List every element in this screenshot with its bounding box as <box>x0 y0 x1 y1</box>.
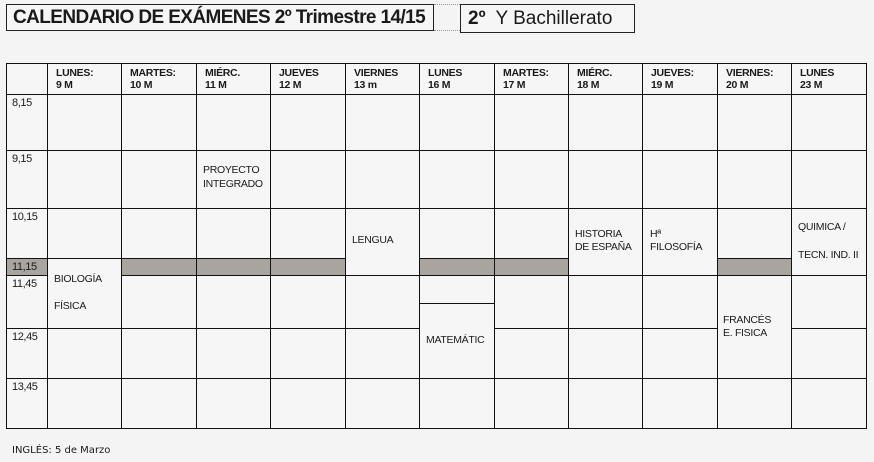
exam-historia-espana-2: DE ESPAÑA <box>575 241 632 253</box>
slot-cell <box>270 208 346 259</box>
exam-proyecto-integrado-2: INTEGRADO <box>203 178 263 190</box>
slot-cell <box>791 328 867 379</box>
break-cell <box>270 258 346 276</box>
group-number: 2º <box>468 8 486 29</box>
slot-cell <box>196 208 271 259</box>
slot-cell <box>642 275 718 329</box>
slot-cell <box>345 150 420 209</box>
day-name: MARTES: <box>503 67 549 79</box>
break-cell <box>494 258 569 276</box>
time-label: 9,15 <box>12 153 32 165</box>
slot-cell <box>791 150 867 209</box>
slot-cell <box>121 94 197 151</box>
exam-quimica: QUIMICA / <box>798 221 846 233</box>
day-name: JUEVES <box>279 67 319 79</box>
exam-proyecto-integrado: PROYECTO <box>203 164 260 176</box>
day-header-6 <box>494 63 569 95</box>
slot-cell <box>791 208 867 276</box>
day-name: VIERNES: <box>726 67 774 79</box>
slot-cell <box>494 94 569 151</box>
slot-cell <box>419 275 495 304</box>
slot-cell <box>47 378 122 429</box>
time-label: 12,45 <box>12 331 38 343</box>
slot-cell <box>345 378 420 429</box>
time-cell-5 <box>6 328 48 379</box>
time-label: 13,45 <box>12 381 38 393</box>
slot-cell <box>494 328 569 379</box>
day-header-0 <box>47 63 122 95</box>
day-header-9 <box>717 63 792 95</box>
slot-cell <box>270 378 346 429</box>
group-label <box>460 4 635 33</box>
page-title: CALENDARIO DE EXÁMENES 2º Trimestre 14/15 <box>6 4 434 31</box>
slot-cell <box>494 150 569 209</box>
slot-cell <box>494 378 569 429</box>
slot-cell <box>419 208 495 259</box>
day-name: MIÉRC. <box>577 67 612 79</box>
slot-cell <box>419 150 495 209</box>
slot-cell <box>494 208 569 259</box>
day-name: LUNES <box>428 67 463 79</box>
day-name: VIERNES <box>354 67 398 79</box>
day-name: LUNES: <box>56 67 94 79</box>
slot-cell <box>47 94 122 151</box>
slot-cell <box>717 378 792 429</box>
exam-historia-espana: HISTORIA <box>575 228 622 240</box>
slot-cell <box>345 328 420 379</box>
slot-cell <box>270 328 346 379</box>
slot-cell <box>568 328 643 379</box>
slot-cell <box>568 150 643 209</box>
day-header-10 <box>791 63 867 95</box>
day-date: 23 M <box>800 79 823 91</box>
day-header-1 <box>121 63 197 95</box>
break-cell <box>717 258 792 276</box>
slot-cell <box>717 94 792 151</box>
slot-cell <box>791 94 867 151</box>
day-date: 20 M <box>726 79 749 91</box>
slot-cell <box>196 94 271 151</box>
title-connector <box>434 4 460 31</box>
exam-lengua: LENGUA <box>352 234 394 246</box>
day-date: 12 M <box>279 79 302 91</box>
time-cell-2 <box>6 208 48 259</box>
day-name: LUNES <box>800 67 835 79</box>
time-label: 8,15 <box>12 97 32 109</box>
slot-cell <box>196 328 271 379</box>
corner-cell <box>6 63 48 95</box>
time-label: 11,15 <box>12 261 37 273</box>
slot-cell <box>419 378 495 429</box>
time-label: 10,15 <box>12 211 38 223</box>
slot-cell <box>270 94 346 151</box>
day-date: 17 M <box>503 79 526 91</box>
time-cell-0 <box>6 94 48 151</box>
time-cell-1 <box>6 150 48 209</box>
time-cell-4 <box>6 275 48 329</box>
slot-cell <box>47 150 122 209</box>
slot-cell <box>345 94 420 151</box>
exam-tecnologia-industrial: TECN. IND. II <box>798 249 859 261</box>
day-header-4 <box>345 63 420 95</box>
slot-cell <box>121 378 197 429</box>
slot-cell <box>345 275 420 329</box>
day-date: 16 M <box>428 79 451 91</box>
slot-cell <box>791 378 867 429</box>
slot-cell <box>791 275 867 329</box>
slot-cell <box>270 275 346 329</box>
slot-cell <box>717 150 792 209</box>
day-name: MIÉRC. <box>205 67 240 79</box>
slot-cell <box>642 94 718 151</box>
slot-cell <box>642 150 718 209</box>
slot-cell <box>270 150 346 209</box>
day-header-2 <box>196 63 271 95</box>
slot-cell <box>121 150 197 209</box>
day-date: 9 M <box>56 79 73 91</box>
slot-cell <box>121 328 197 379</box>
slot-cell <box>196 275 271 329</box>
exam-biologia: BIOLOGÍA <box>54 273 102 285</box>
slot-cell <box>121 275 197 329</box>
slot-cell <box>196 378 271 429</box>
exam-filosofia: Hª <box>650 228 661 240</box>
exam-matematicas: MATEMÁTIC <box>426 334 485 346</box>
footer-note: INGLÉS: 5 de Marzo <box>12 445 111 456</box>
day-date: 11 M <box>205 79 227 91</box>
time-cell-3 <box>6 258 48 276</box>
day-header-7 <box>568 63 643 95</box>
slot-cell <box>568 94 643 151</box>
time-cell-6 <box>6 378 48 429</box>
slot-cell <box>642 378 718 429</box>
day-name: MARTES: <box>130 67 176 79</box>
break-cell <box>419 258 495 276</box>
day-name: JUEVES: <box>651 67 694 79</box>
slot-cell <box>568 275 643 329</box>
slot-cell <box>47 328 122 379</box>
day-date: 10 M <box>130 79 153 91</box>
exam-educacion-fisica: E. FISICA <box>723 327 767 339</box>
exam-frances: FRANCÉS <box>723 314 772 326</box>
day-header-8 <box>642 63 718 95</box>
exam-fisica: FÍSICA <box>54 300 87 312</box>
day-date: 13 m <box>354 79 377 91</box>
slot-cell <box>121 208 197 259</box>
exam-filosofia-2: FILOSOFÍA <box>650 241 703 253</box>
day-header-3 <box>270 63 346 95</box>
slot-cell <box>717 208 792 259</box>
time-label: 11,45 <box>12 278 37 290</box>
slot-cell <box>568 378 643 429</box>
day-date: 18 M <box>577 79 600 91</box>
slot-cell <box>419 94 495 151</box>
day-date: 19 M <box>651 79 674 91</box>
break-cell <box>196 258 271 276</box>
slot-cell <box>47 208 122 259</box>
slot-cell <box>494 275 569 329</box>
slot-cell <box>642 328 718 379</box>
slot-cell <box>47 258 122 329</box>
day-header-5 <box>419 63 495 95</box>
break-cell <box>121 258 197 276</box>
group-name: Y Bachillerato <box>495 8 613 29</box>
